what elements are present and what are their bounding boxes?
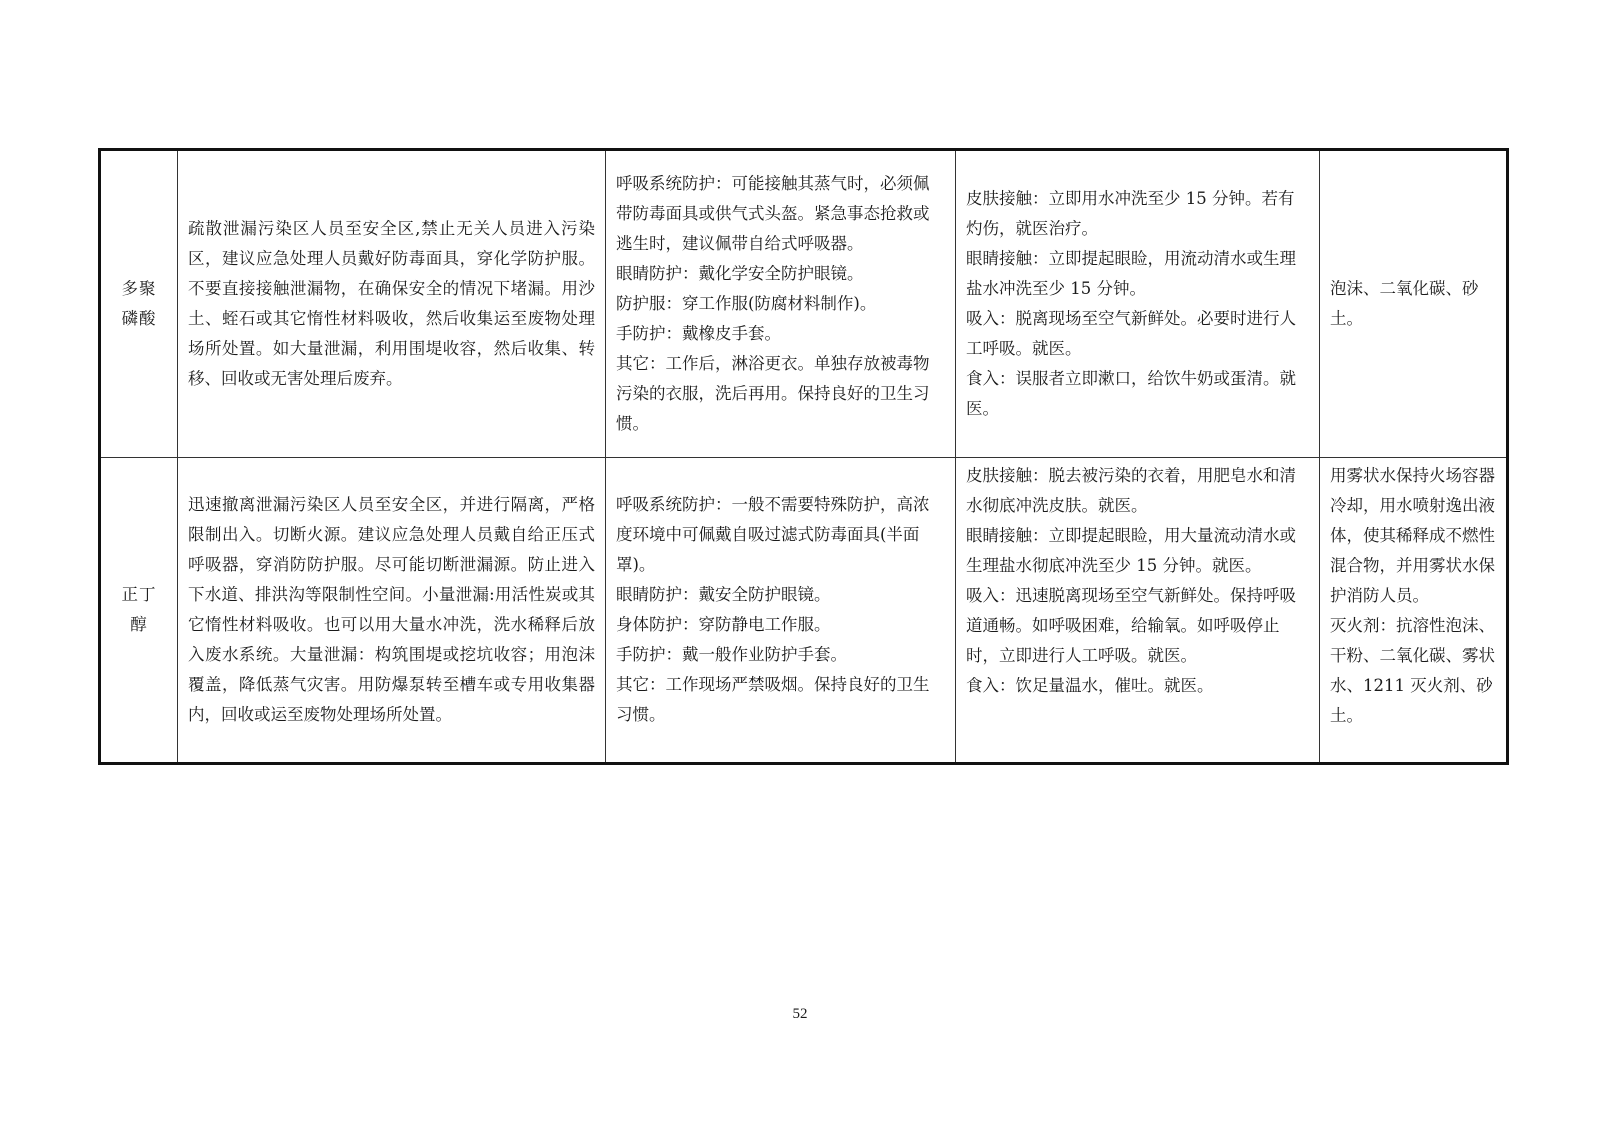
protection-item: 眼睛防护：戴安全防护眼镜。 (616, 585, 831, 604)
protection-item: 防护服：穿工作服(防腐材料制作)。 (616, 294, 877, 313)
chemical-name-line: 磷酸 (121, 309, 157, 328)
chemical-name-line: 醇 (130, 615, 148, 634)
chemical-name-cell (100, 458, 178, 764)
page-number: 52 (792, 1006, 808, 1022)
leak-handling-text: 迅速撤离泄漏污染区人员至安全区，并进行隔离，严格限制出入。切断火源。建议应急处理人员戴自给正压式呼吸器，穿消防防护服。尽可能切断泄漏源。防止进入下水道、排洪沟等限制性空间。小量泄漏:用活性炭或其它惰性材料吸收。也可以用大量水冲洗，洗水稀释后放入废水系统。大量泄漏：构筑围堤或挖坑收容；用泡沫覆盖，降低蒸气灾害。用防爆泵转至槽车或专用收集器内，回收或运至废物处理场所处置。 (188, 495, 595, 724)
protection-item: 身体防护：穿防静电工作服。 (616, 615, 831, 634)
first-aid-cell (956, 150, 1320, 458)
chemical-name-cell (100, 150, 178, 458)
first-aid-item: 皮肤接触：立即用水冲洗至少 15 分钟。若有灼伤，就医治疗。 (966, 189, 1295, 238)
table-row (100, 150, 1508, 458)
leak-handling-text: 疏散泄漏污染区人员至安全区,禁止无关人员进入污染区，建议应急处理人员戴好防毒面具，穿化学防护服。不要直接接触泄漏物，在确保安全的情况下堵漏。用沙土、蛭石或其它惰性材料吸收，然后收集运至废物处理场所处置。如大量泄漏，利用围堤收容，然后收集、转移、回收或无害处理后废弃。 (188, 219, 595, 388)
chemical-name-line: 正丁 (121, 585, 157, 604)
first-aid-item: 食入：误服者立即漱口，给饮牛奶或蛋清。就医。 (966, 369, 1296, 418)
protection-item: 其它：工作后，淋浴更衣。单独存放被毒物污染的衣服，洗后再用。保持良好的卫生习惯。 (616, 354, 930, 433)
fire-fighting-item: 用雾状水保持火场容器冷却，用水喷射逸出液体，使其稀释成不燃性混合物，并用雾状水保护消防人员。 (1330, 466, 1495, 605)
protection-item: 呼吸系统防护：一般不需要特殊防护，高浓度环境中可佩戴自吸过滤式防毒面具(半面罩)。 (616, 495, 930, 574)
first-aid-item: 眼睛接触：立即提起眼睑，用大量流动清水或生理盐水彻底冲洗至少 15 分钟。就医。 (966, 526, 1296, 575)
protection-item: 眼睛防护：戴化学安全防护眼镜。 (616, 264, 864, 283)
fire-fighting-item: 灭火剂：抗溶性泡沫、干粉、二氧化碳、雾状水、1211 灭火剂、砂土。 (1330, 616, 1495, 725)
leak-handling-cell (178, 458, 606, 764)
first-aid-cell (956, 458, 1320, 764)
protection-item: 手防护：戴橡皮手套。 (616, 324, 781, 343)
fire-fighting-cell (1320, 458, 1508, 764)
protection-cell (606, 458, 956, 764)
leak-handling-cell (178, 150, 606, 458)
first-aid-item: 食入：饮足量温水，催吐。就医。 (966, 676, 1214, 695)
first-aid-item: 眼睛接触：立即提起眼睑，用流动清水或生理盐水冲洗至少 15 分钟。 (966, 249, 1296, 298)
fire-fighting-item: 泡沫、二氧化碳、砂土。 (1330, 279, 1479, 328)
first-aid-item: 吸入：脱离现场至空气新鲜处。必要时进行人工呼吸。就医。 (966, 309, 1296, 358)
chemical-safety-table (98, 148, 1509, 765)
first-aid-item: 皮肤接触：脱去被污染的衣着，用肥皂水和清水彻底冲洗皮肤。就医。 (966, 466, 1296, 515)
fire-fighting-cell (1320, 150, 1508, 458)
protection-cell (606, 150, 956, 458)
protection-item: 其它：工作现场严禁吸烟。保持良好的卫生习惯。 (616, 675, 930, 724)
protection-item: 手防护：戴一般作业防护手套。 (616, 645, 847, 664)
chemical-name-line: 多聚 (121, 279, 157, 298)
protection-item: 呼吸系统防护：可能接触其蒸气时，必须佩带防毒面具或供气式头盔。紧急事态抢救或逃生时，建议佩带自给式呼吸器。 (616, 174, 930, 253)
first-aid-item: 吸入：迅速脱离现场至空气新鲜处。保持呼吸道通畅。如呼吸困难，给输氧。如呼吸停止时，立即进行人工呼吸。就医。 (966, 586, 1296, 665)
table-row (100, 458, 1508, 764)
